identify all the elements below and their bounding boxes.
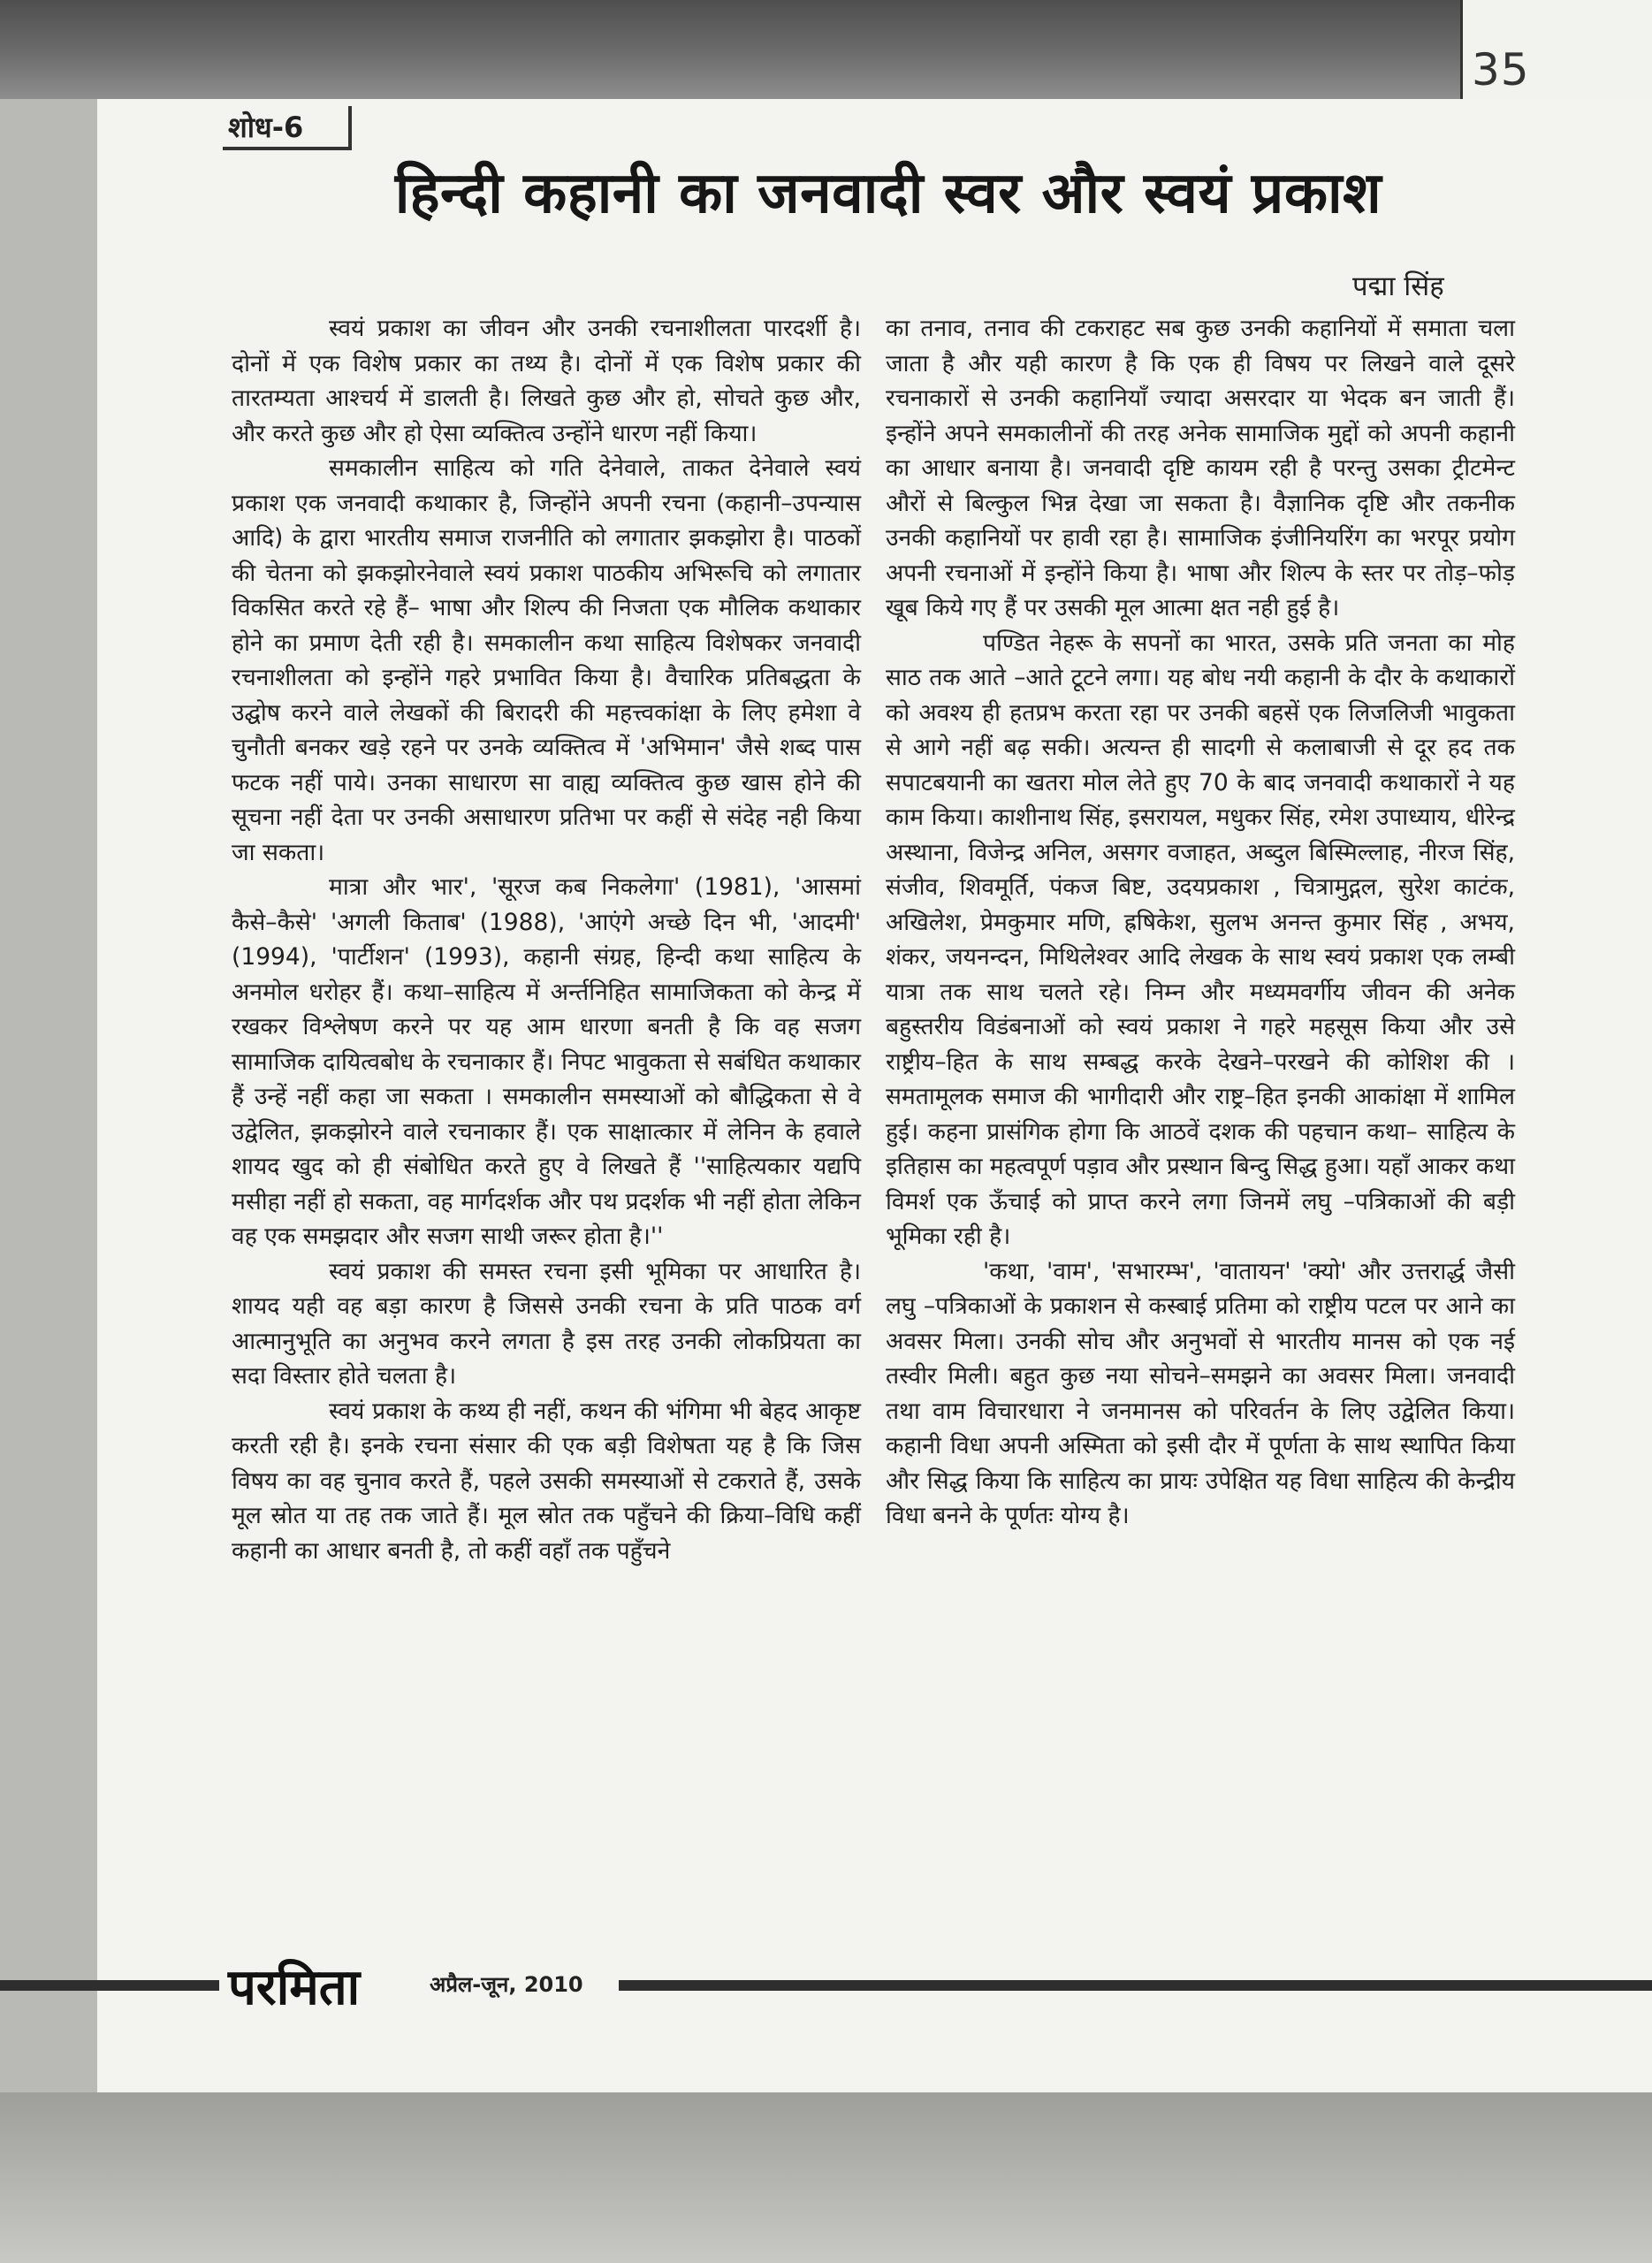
article-title: हिन्दी कहानी का जनवादी स्वर और स्वयं प्रकाश bbox=[394, 161, 1382, 226]
paragraph: 'कथा, 'वाम', 'सभारम्भ', 'वातायन' 'क्यो' और उत्तरार्द्ध जैसी लघु –पत्रिकाओं के प्रकाशन से कस्बाई प्रतिमा को राष्ट्रीय पटल पर आने का अवसर मिला। उनकी सोच और अनुभवों से भारतीय मानस को एक नई तस्वीर मिली। बहुत कुछ नया सोचने–समझने का अवसर मिला। जनवादी तथा वाम विचारधारा ने जनमानस को परिवर्तन के लिए उद्वेलित किया। कहानी विधा अपनी अस्मिता को इसी दौर में पूर्णता के साथ स्थापित किया और सिद्ध किया कि साहित्य का प्रायः उपेक्षित यह विधा साहित्य की केन्द्रीय विधा बनने के पूर्णतः योग्य है। bbox=[886, 1257, 1515, 1529]
page-number: 35 bbox=[1472, 44, 1530, 95]
paragraph: समकालीन साहित्य को गति देनेवाले, ताकत देनेवाले स्वयं प्रकाश एक जनवादी कथाकार है, जिन्होंने अपनी रचना (कहानी–उपन्यास आदि) के द्वारा भारतीय समाज राजनीति को लगातार झकझोरा है। पाठकों की चेतना को झकझोरनेवाले स्वयं प्रकाश पाठकीय अभिरूचि को लगातार विकसित करते रहे हैं– भाषा और शिल्प की निजता एक मौलिक कथाकार होने का प्रमाण देती रही है। समकालीन कथा साहित्य विशेषकर जनवादी रचनाशीलता को इन्होंने गहरे प्रभावित किया है। वैचारिक प्रतिबद्धता के उद्घोष करने वाले लेखकों की बिरादरी की महत्त्वकांक्षा के लिए हमेशा वे चुनौती बनकर खड़े रहने पर उनके व्यक्तित्व में 'अभिमान' जैसे शब्द पास फटक नहीं पाये। उनका साधारण सा वाह्य व्यक्तित्व कुछ खास होने की सूचना नहीं देता पर उनकी असाधारण प्रतिभा पर कहीं से संदेह नही किया जा सकता। bbox=[232, 454, 861, 866]
section-tag: शोध-6 bbox=[228, 110, 304, 144]
paragraph: स्वयं प्रकाश का जीवन और उनकी रचनाशीलता पारदर्शी है। दोनों में एक विशेष प्रकार का तथ्य है। दोनों में एक विशेष प्रकार की तारतम्यता आश्चर्य में डालती है। लिखते कुछ और हो, सोचते कुछ और, और करते कुछ और हो ऐसा व्यक्तित्व उन्होंने धारण नहीं किया। bbox=[232, 315, 861, 447]
article-author: पद्मा सिंह bbox=[1352, 270, 1444, 302]
paragraph: मात्रा और भार', 'सूरज कब निकलेगा' (1981), 'आसमां कैसे–कैसे' 'अगली किताब' (1988), 'आएंगे अच्छे दिन भी, 'आदमी' (1994), 'पार्टीशन' (1993), कहानी संग्रह, हिन्दी कथा साहित्य के अनमोल धरोहर हैं। कथा–साहित्य में अर्न्तनिहित सामाजिकता को केन्द्र में रखकर विश्लेषण करने पर यह आम धारणा बनती है कि वह सजग सामाजिक दायित्वबोध के रचनाकार हैं। निपट भावुकता से सबंधित कथाकार हैं उन्हें नहीं कहा जा सकता । समकालीन समस्याओं को बौद्धिकता से वे उद्वेलित, झकझोरने वाले रचनाकार हैं। एक साक्षात्कार में लेनिन के हवाले शायद खुद को ही संबोधित करते हुए वे लिखते हैं ''साहित्यकार यद्यपि मसीहा नहीं हो सकता, वह मार्गदर्शक और पथ प्रदर्शक भी नहीं होता लेकिन वह एक समझदार और सजग साथी जरूर होता है।'' bbox=[232, 873, 861, 1250]
issue-date: अप्रैल-जून, 2010 bbox=[430, 1972, 583, 1997]
section-rule bbox=[223, 147, 352, 150]
top-shadow-band bbox=[0, 0, 1652, 99]
bottom-shadow bbox=[0, 2092, 1652, 2263]
paragraph: स्वयं प्रकाश की समस्त रचना इसी भूमिका पर आधारित है। शायद यही वह बड़ा कारण है जिससे उनकी रचना के प्रति पाठक वर्ग आत्मानुभूति का अनुभव करने लगता है इस तरह उनकी लोकप्रियता का सदा विस्तार होते चलता है। bbox=[232, 1257, 861, 1390]
paragraph: का तनाव, तनाव की टकराहट सब कुछ उनकी कहानियों में समाता चला जाता है और यही कारण है कि एक ही विषय पर लिखने वाले दूसरे रचनाकारों से उनकी कहानियाँ ज्यादा असरदार या भेदक बन जाती हैं। इन्होंने अपने समकालीनों की तरह अनेक सामाजिक मुद्दों को अपनी कहानी का आधार बनाया है। जनवादी दृष्टि कायम रही है परन्तु उसका ट्रीटमेन्ट औरों से बिल्कुल भिन्न देखा जा सकता है। वैज्ञानिक दृष्टि और तकनीक उनकी कहानियों पर हावी रहा है। सामाजिक इंजीनियरिंग का भरपूर प्रयोग अपनी रचनाओं में इन्होंने किया है। भाषा और शिल्प के स्तर पर तोड़–फोड़ खूब किये गए हैं पर उसकी मूल आत्मा क्षत नही हुई है। bbox=[886, 315, 1515, 621]
right-column bbox=[886, 311, 1515, 1534]
left-column bbox=[232, 311, 861, 1568]
paragraph: स्वयं प्रकाश के कथ्य ही नहीं, कथन की भंगिमा भी बेहद आकृष्ट करती रही है। इनके रचना संसार की एक बड़ी विशेषता यह है कि जिस विषय का वह चुनाव करते हैं, पहले उसकी समस्याओं से टकराते हैं, उसके मूल स्रोत या तह तक जाते हैं। मूल स्रोत तक पहुँचने की क्रिया–विधि कहीं कहानी का आधार बनती है, तो कहीं वहाँ तक पहुँचने bbox=[232, 1397, 861, 1565]
magazine-name: परमिता bbox=[228, 1959, 361, 2016]
paragraph: पण्डित नेहरू के सपनों का भारत, उसके प्रति जनता का मोह साठ तक आते –आते टूटने लगा। यह बोध नयी कहानी के दौर के कथाकारों को अवश्य ही हतप्रभ करता रहा पर उनकी बहसें एक लिजलिजी भावुकता से आगे नहीं बढ़ सकी। अत्यन्त ही सादगी से कलाबाजी से दूर हद तक सपाटबयानी का खतरा मोल लेते हुए 70 के बाद जनवादी कथाकारों ने यह काम किया। काशीनाथ सिंह, इसरायल, मधुकर सिंह, रमेश उपाध्याय, धीरेन्द्र अस्थाना, विजेन्द्र अनिल, असगर वजाहत, अब्दुल बिस्मिल्लाह, नीरज सिंह, संजीव, शिवमूर्ति, पंकज बिष्ट, उदयप्रकाश , चित्रामुद्गल, सुरेश काटंक, अखिलेश, प्रेमकुमार मणि, ह्रषिकेश, सुलभ अनन्त कुमार सिंह , अभय, शंकर, जयनन्दन, मिथिलेश्वर आदि लेखक के साथ स्वयं प्रकाश एक लम्बी यात्रा तक साथ चलते रहे। निम्न और मध्यमवर्गीय जीवन की अनेक बहुस्तरीय विडंबनाओं को स्वयं प्रकाश ने गहरे महसूस किया और उसे राष्ट्रीय–हित के साथ सम्बद्ध करके देखने–परखने की कोशिश की । समतामूलक समाज की भागीदारी और राष्ट्र–हित इनकी आकांक्षा में शामिल हुई। कहना प्रासंगिक होगा कि आठवें दशक की पहचान कथा– साहित्य के इतिहास का महत्वपूर्ण पड़ाव और प्रस्थान बिन्दु सिद्ध हुआ। यहाँ आकर कथा विमर्श एक ऊँचाई को प्राप्त करने लगा जिनमें लघु –पत्रिकाओं की बड़ी भूमिका रही है। bbox=[886, 629, 1515, 1250]
section-rule-vertical bbox=[348, 106, 352, 150]
